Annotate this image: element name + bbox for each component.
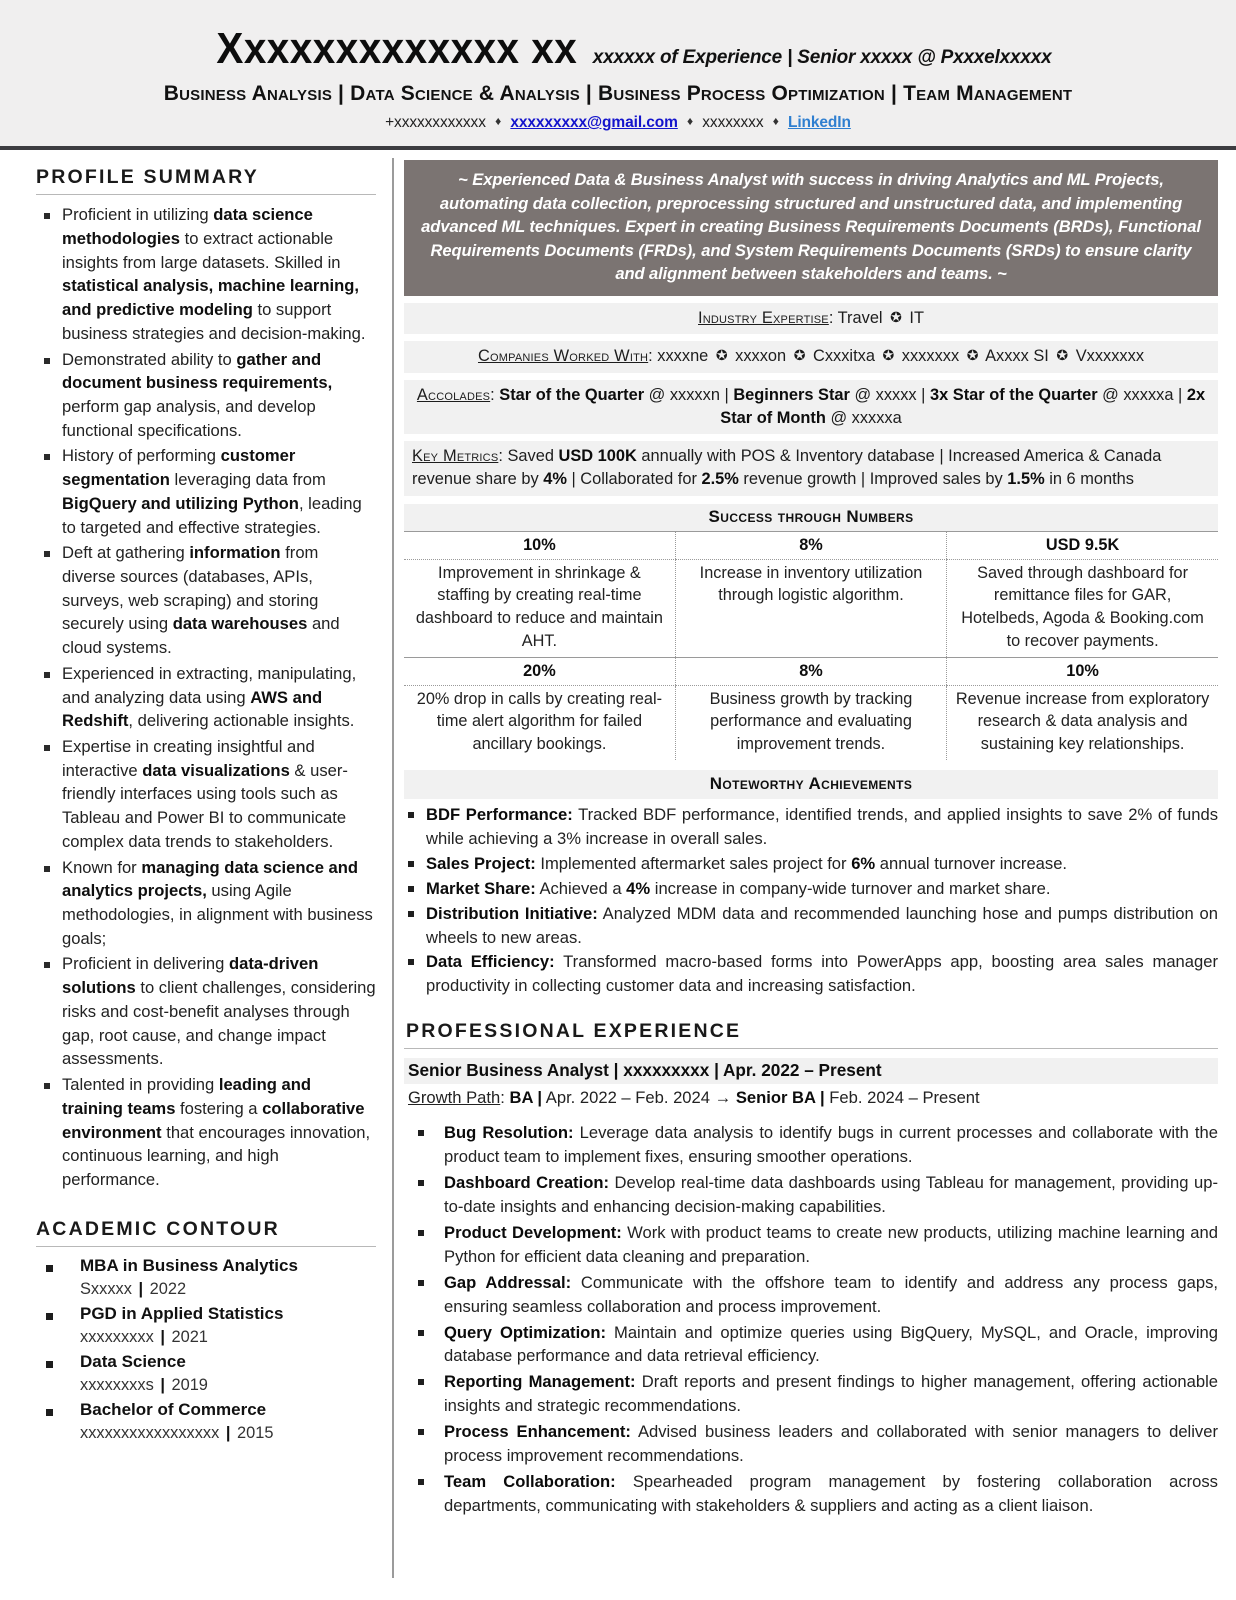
accolades-label: Accolades (416, 385, 491, 404)
resume-body (0, 150, 1236, 1586)
table-row (404, 559, 1218, 657)
phone-text: +xxxxxxxxxxxx (385, 114, 486, 132)
industry-expertise-label: Industry Expertise (698, 309, 829, 327)
metric-number: 20% (404, 657, 675, 685)
list-item: History of performing customer segmentation leveraging data from BigQuery and utilizing Python, leading to targeted and effective strategies. (40, 444, 376, 539)
list-item: Data Efficiency: Transformed macro-based forms into PowerApps app, boosting area sales manager productivity in collecting customer data and increasing satisfaction. (404, 950, 1218, 998)
diamond-separator-icon: ♦ (687, 114, 694, 129)
right-column (394, 150, 1236, 1586)
candidate-tagline: Business Analysis | Data Science & Analysis | Business Process Optimization | Team Management (163, 82, 1073, 106)
noteworthy-achievements-list (404, 803, 1218, 998)
metric-description: 20% drop in calls by creating real-time alert algorithm for failed ancillary bookings. (416, 689, 663, 754)
list-item: Known for managing data science and analytics projects, using Agile methodologies, in alignment with business goals; (40, 856, 376, 951)
profile-summary-list (36, 203, 376, 1191)
colon: : (828, 309, 838, 327)
accolades-value: Star of the Quarter @ xxxxxn | Beginners Star @ xxxxx | 3x Star of the Quarter @ xxxxxa | 2x Star of Month @ xxxxxa (499, 385, 1206, 427)
metric-description: Saved through dashboard for remittance files for GAR, Hotelbeds, Agoda & Booking.com to recover payments. (947, 559, 1218, 657)
companies-worked-with-value: xxxxne ✪ xxxxon ✪ Cxxxitxa ✪ xxxxxxx ✪ Axxxx SI ✪ Vxxxxxxx (657, 347, 1145, 366)
job-header: Senior Business Analyst | xxxxxxxxx | Apr. 2022 – Present (404, 1058, 1218, 1084)
companies-worked-with-row (404, 341, 1218, 372)
profile-summary-title: PROFILE SUMMARY (36, 166, 376, 195)
industry-expertise-row (404, 303, 1218, 334)
contact-line (0, 114, 1236, 132)
candidate-headline: xxxxxx of Experience | Senior xxxxx @ Pxxxelxxxxx (592, 47, 1052, 68)
metric-number: USD 9.5K (947, 531, 1218, 559)
list-item: Deft at gathering information from diverse sources (databases, APIs, surveys, web scraping) and storing securely using data warehouses and cloud systems. (40, 541, 376, 660)
education-meta: xxxxxxxxs | 2019 (80, 1375, 208, 1394)
accolades-row (404, 380, 1218, 435)
list-item: Experienced in extracting, manipulating, and analyzing data using AWS and Redshift, delivering actionable insights. (40, 662, 376, 733)
education-meta: xxxxxxxxxxxxxxxxx | 2015 (80, 1423, 274, 1442)
list-item: Reporting Management: Draft reports and present findings to higher management, offering actionable insights and strategic recommendations. (404, 1370, 1218, 1418)
education-item (40, 1351, 376, 1396)
list-item: Bug Resolution: Leverage data analysis to identify bugs in current processes and collaborate with the product team to implement fixes, ensuring smoother operations. (404, 1121, 1218, 1169)
metric-description: Increase in inventory utilization through logistic algorithm. (675, 559, 946, 657)
experience-bullet-list (404, 1121, 1218, 1517)
noteworthy-achievements-title: Noteworthy Achievements (404, 770, 1218, 799)
diamond-separator-icon: ♦ (772, 114, 779, 129)
list-item: Dashboard Creation: Develop real-time data dashboards using Tableau for management, providing up-to-date insights and enhancing decision-making capabilities. (404, 1171, 1218, 1219)
resume-header (0, 0, 1236, 150)
left-column (0, 150, 392, 1586)
list-item: Product Development: Work with product teams to create new products, utilizing machine learning and Python for efficient data cleaning and preparation. (404, 1221, 1218, 1269)
education-degree: PGD in Applied Statistics (80, 1303, 284, 1323)
key-metrics-label: Key Metrics (412, 447, 499, 466)
metric-number: 10% (404, 531, 675, 559)
table-row (404, 657, 1218, 685)
professional-experience-title: PROFESSIONAL EXPERIENCE (404, 1020, 1218, 1049)
list-item: Market Share: Achieved a 4% increase in company-wide turnover and market share. (404, 877, 1218, 901)
metric-description: Business growth by tracking performance and evaluating improvement trends. (675, 685, 946, 760)
list-item: Team Collaboration: Spearheaded program management by fostering collaboration across departments, communicating with stakeholders & suppliers and acting as a client liaison. (404, 1470, 1218, 1518)
diamond-separator-icon: ♦ (495, 114, 502, 129)
success-through-numbers-title: Success through Numbers (404, 504, 1218, 531)
education-degree: MBA in Business Analytics (80, 1255, 298, 1275)
success-through-numbers-section (404, 504, 1218, 760)
academic-contour-title: ACADEMIC CONTOUR (36, 1218, 376, 1247)
metric-number: 8% (675, 531, 946, 559)
list-item: Sales Project: Implemented aftermarket sales project for 6% annual turnover increase. (404, 852, 1218, 876)
education-degree: Data Science (80, 1351, 186, 1371)
list-item: Query Optimization: Maintain and optimize queries using BigQuery, MySQL, and Oracle, improving database performance and data retrieval efficiency. (404, 1321, 1218, 1369)
companies-worked-with-label: Companies Worked With (477, 347, 649, 366)
other-contact-text: xxxxxxxx (702, 114, 764, 132)
education-degree: Bachelor of Commerce (80, 1399, 267, 1419)
list-item: Gap Addressal: Communicate with the offshore team to identify and address any process gaps, ensuring seamless collaboration and process improvement. (404, 1271, 1218, 1319)
education-item (40, 1255, 376, 1300)
name-line (0, 26, 1236, 72)
key-metrics-row (404, 441, 1218, 496)
summary-banner: ~ Experienced Data & Business Analyst with success in driving Analytics and ML Projects, automating data collection, preprocessing structured and unstructured data, and implementing advanced ML techniques. Expert in creating Business Requirements Documents (BRDs), Functional Requirements Documents (FRDs), and System Requirements Documents (SRDs) to ensure clarity and alignment between stakeholders and teams. ~ (404, 160, 1218, 296)
table-row (404, 685, 1218, 760)
education-meta: Sxxxxx | 2022 (80, 1279, 187, 1298)
table-row (404, 531, 1218, 559)
colon: : (498, 447, 508, 466)
linkedin-link[interactable]: LinkedIn (787, 114, 851, 132)
list-item: Proficient in utilizing data science methodologies to extract actionable insights from large datasets. Skilled in statistical analysis, machine learning, and predictive modeling to support business strategies and decision-making. (40, 203, 376, 345)
key-metrics-value: Saved USD 100K annually with POS & Inventory database | Increased America & Canada revenue share by 4% | Collaborated for 2.5% revenue growth | Improved sales by 1.5% in 6 months (412, 447, 1162, 489)
education-list (36, 1255, 376, 1444)
list-item: Proficient in delivering data-driven solutions to client challenges, considering risks and cost-benefit analyses through gap, root cause, and change impact assessments. (40, 952, 376, 1071)
education-item (40, 1303, 376, 1348)
metric-description: Revenue increase from exploratory research & data analysis and sustaining key relationships. (947, 685, 1218, 760)
success-through-numbers-table (404, 531, 1218, 760)
email-link[interactable]: xxxxxxxxx@gmail.com (510, 114, 678, 132)
list-item: Expertise in creating insightful and interactive data visualizations & user-friendly interfaces using tools such as Tableau and Power BI to communicate complex data trends to stakeholders. (40, 735, 376, 854)
candidate-name: Xxxxxxxxxxxxx xx (215, 24, 577, 73)
education-item (40, 1399, 376, 1444)
academic-contour-section (36, 1218, 376, 1444)
list-item: Process Enhancement: Advised business leaders and collaborated with senior managers to deliver process improvement recommendations. (404, 1420, 1218, 1468)
metric-number: 10% (947, 657, 1218, 685)
list-item: BDF Performance: Tracked BDF performance, identified trends, and applied insights to save 2% of funds while achieving a 3% increase in overall sales. (404, 803, 1218, 851)
list-item: Talented in providing leading and training teams fostering a collaborative environment that encourages innovation, continuous learning, and high performance. (40, 1073, 376, 1192)
industry-expertise-value: Travel ✪ IT (837, 309, 924, 327)
education-meta: xxxxxxxxx | 2021 (80, 1327, 208, 1346)
growth-path: Growth Path: BA | Apr. 2022 – Feb. 2024 → Senior BA | Feb. 2024 – Present (408, 1088, 980, 1108)
metric-number: 8% (675, 657, 946, 685)
success-table-body (404, 531, 1218, 760)
metric-description: Improvement in shrinkage & staffing by creating real-time dashboard to reduce and maintain AHT. (415, 563, 663, 651)
list-item: Distribution Initiative: Analyzed MDM data and recommended launching hose and pumps distribution on wheels to new areas. (404, 902, 1218, 950)
colon: : (648, 347, 658, 366)
colon: : (490, 385, 500, 404)
list-item: Demonstrated ability to gather and document business requirements, perform gap analysis, and develop functional specifications. (40, 348, 376, 443)
